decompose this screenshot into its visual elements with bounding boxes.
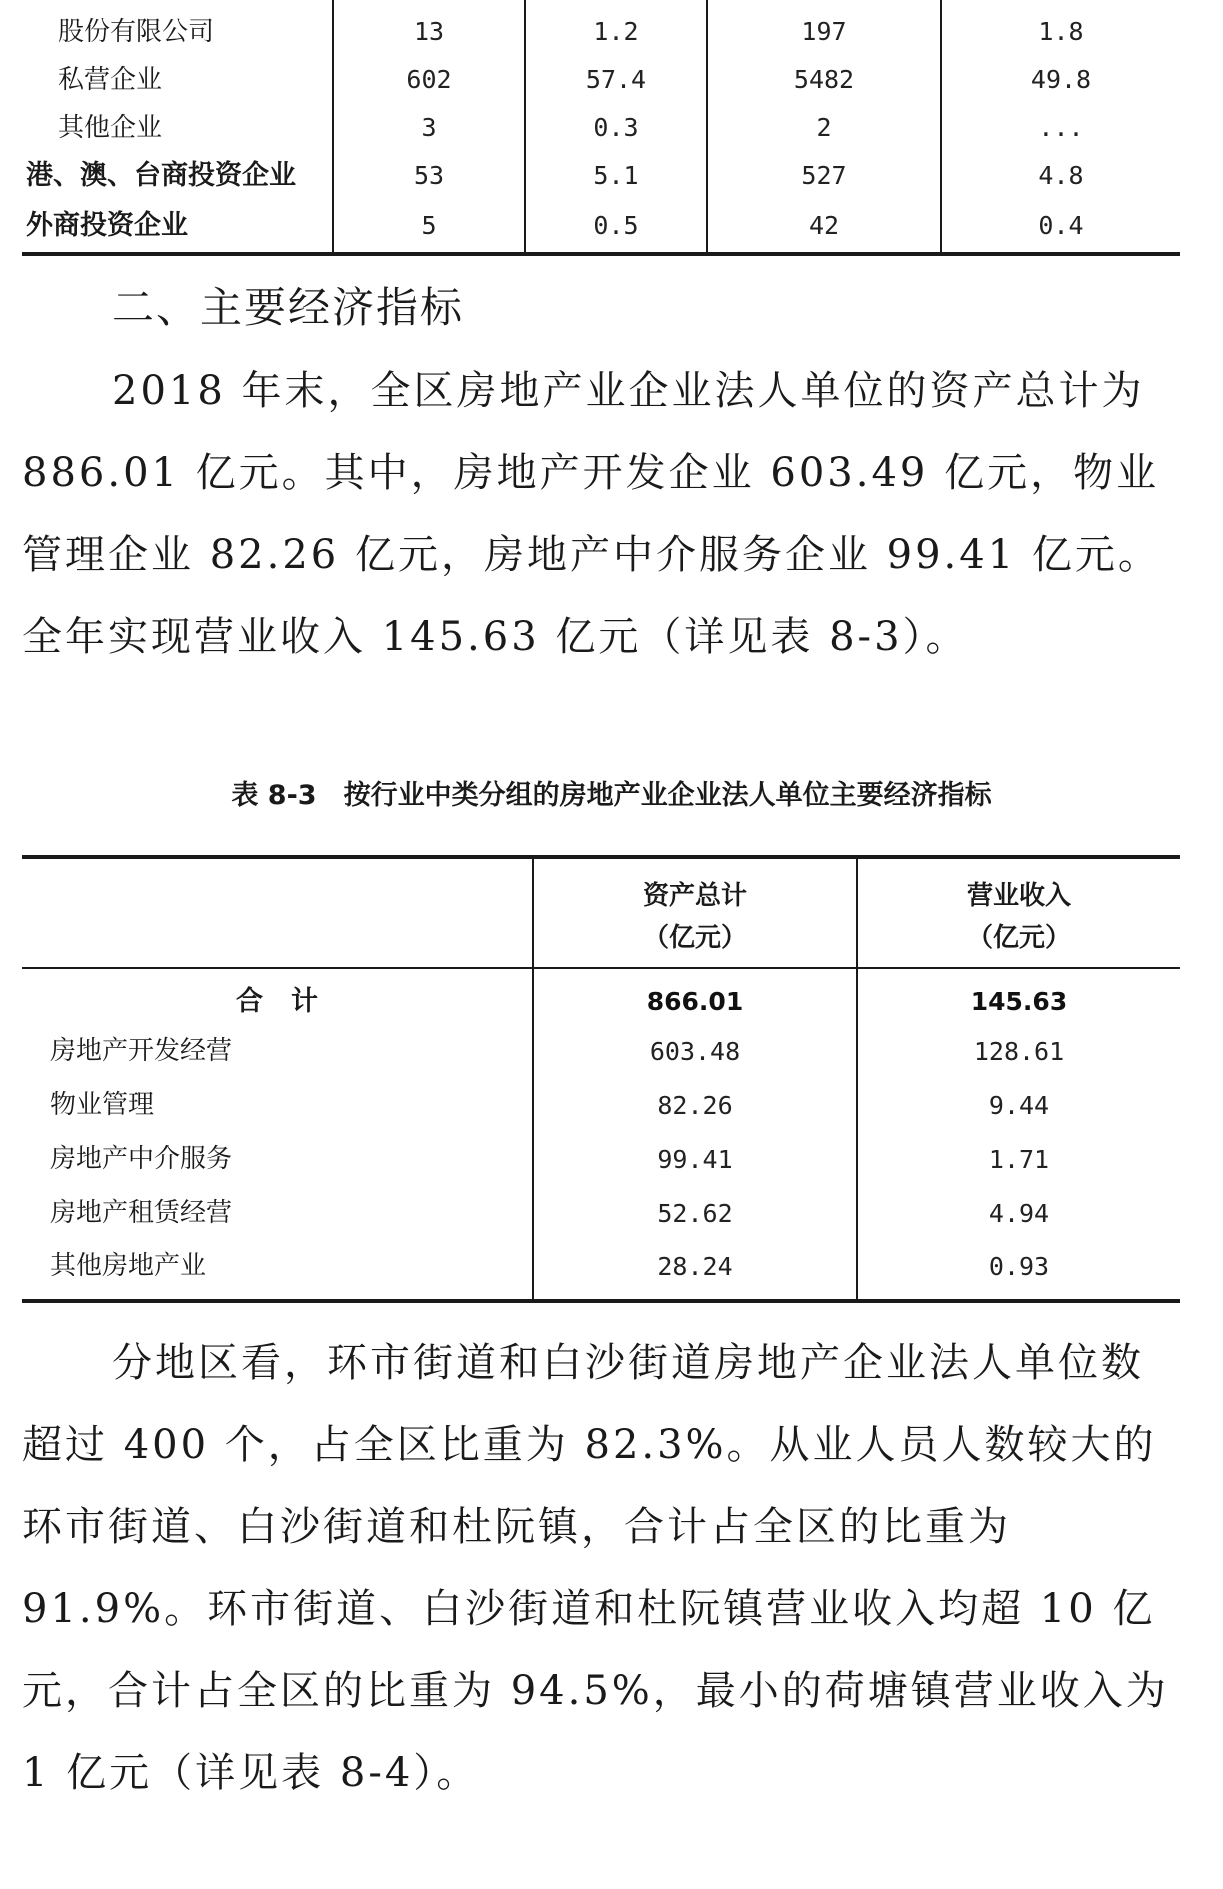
table-row xyxy=(22,56,1180,104)
column-header-revenue xyxy=(858,875,1180,959)
total-assets: 866.01 xyxy=(646,987,744,1016)
header-unit: （亿元） xyxy=(642,923,747,953)
row-label: 港、澳、台商投资企业 xyxy=(26,160,296,191)
table-row xyxy=(22,152,1180,200)
cell-value: 5 xyxy=(421,211,437,240)
row-label: 私营企业 xyxy=(58,65,163,95)
cell-revenue: 1.71 xyxy=(988,1145,1050,1174)
enterprise-type-table xyxy=(22,0,1180,258)
table-row xyxy=(22,202,1180,250)
table-row-total xyxy=(22,975,1180,1028)
table-row xyxy=(22,1240,1180,1293)
table-row xyxy=(22,1079,1180,1132)
total-revenue: 145.63 xyxy=(970,987,1068,1016)
row-label: 房地产租赁经营 xyxy=(50,1198,233,1228)
cell-value: 527 xyxy=(801,161,847,190)
cell-value: 5482 xyxy=(793,65,855,94)
row-label: 外商投资企业 xyxy=(26,210,188,241)
cell-revenue: 4.94 xyxy=(988,1199,1050,1228)
cell-revenue: 0.93 xyxy=(988,1252,1050,1281)
row-label: 股份有限公司 xyxy=(58,17,215,47)
row-label: 其他房地产业 xyxy=(50,1251,207,1281)
cell-value: 42 xyxy=(808,211,840,240)
table-row xyxy=(22,1025,1180,1078)
economic-indicators-table xyxy=(22,855,1180,1305)
table-row xyxy=(22,1133,1180,1186)
cell-value: 602 xyxy=(406,65,452,94)
column-header-assets xyxy=(534,875,856,959)
row-label: 物业管理 xyxy=(50,1090,155,1120)
section-heading: 二、主要经济指标 xyxy=(112,283,465,332)
cell-revenue: 9.44 xyxy=(988,1091,1050,1120)
table-row xyxy=(22,8,1180,56)
cell-revenue: 128.61 xyxy=(973,1037,1065,1066)
cell-value: 1.8 xyxy=(1038,17,1084,46)
row-label: 其他企业 xyxy=(58,113,163,143)
table-top-rule xyxy=(22,855,1180,859)
cell-value: 53 xyxy=(413,161,445,190)
cell-assets: 82.26 xyxy=(657,1091,733,1120)
cell-value: 13 xyxy=(413,17,445,46)
cell-value: ... xyxy=(1038,113,1084,142)
cell-value: 49.8 xyxy=(1030,65,1092,94)
cell-value: 197 xyxy=(801,17,847,46)
cell-value: 2 xyxy=(816,113,832,142)
row-label: 房地产开发经营 xyxy=(50,1036,233,1066)
cell-value: 1.2 xyxy=(593,17,639,46)
header-text: 资产总计 xyxy=(642,881,747,911)
cell-value: 57.4 xyxy=(585,65,647,94)
header-unit: （亿元） xyxy=(966,923,1071,953)
cell-value: 3 xyxy=(421,113,437,142)
header-text: 营业收入 xyxy=(966,881,1071,911)
table-bottom-rule xyxy=(22,252,1180,256)
cell-value: 5.1 xyxy=(593,161,639,190)
table-caption: 表 8-3 按行业中类分组的房地产业企业法人单位主要经济指标 xyxy=(231,780,992,811)
cell-value: 4.8 xyxy=(1038,161,1084,190)
cell-value: 0.4 xyxy=(1038,211,1084,240)
cell-assets: 52.62 xyxy=(657,1199,733,1228)
table-row xyxy=(22,104,1180,152)
cell-assets: 99.41 xyxy=(657,1145,733,1174)
cell-value: 0.3 xyxy=(593,113,639,142)
total-label: 合计 xyxy=(236,986,346,1017)
header-rule xyxy=(22,967,1180,969)
table-bottom-rule xyxy=(22,1299,1180,1303)
paragraph-economic-indicators xyxy=(22,350,1182,678)
cell-assets: 603.48 xyxy=(649,1037,741,1066)
paragraph-regional-analysis xyxy=(22,1322,1182,1814)
table-row xyxy=(22,1187,1180,1240)
cell-assets: 28.24 xyxy=(657,1252,733,1281)
paragraph-text: 2018 年末，全区房地产业企业法人单位的资产总计为 886.01 亿元。其中，房地产开发企业 603.49 亿元，物业管理企业 82.26 亿元，房地产中介服务企业 99.41 亿元。全年实现营业收入 145.63 亿元（详见表 8-3）。 xyxy=(22,368,1161,660)
row-label: 房地产中介服务 xyxy=(50,1144,233,1174)
cell-value: 0.5 xyxy=(593,211,639,240)
paragraph-text: 分地区看，环市街道和白沙街道房地产企业法人单位数超过 400 个，占全区比重为 82.3%。从业人员人数较大的环市街道、白沙街道和杜阮镇，合计占全区的比重为 91.9%。环市街道、白沙街道和杜阮镇营业收入均超 10 亿元，合计占全区的比重为 94.5%，最小的荷塘镇营业收入为 1 亿元（详见表 8-4）。 xyxy=(22,1340,1169,1796)
